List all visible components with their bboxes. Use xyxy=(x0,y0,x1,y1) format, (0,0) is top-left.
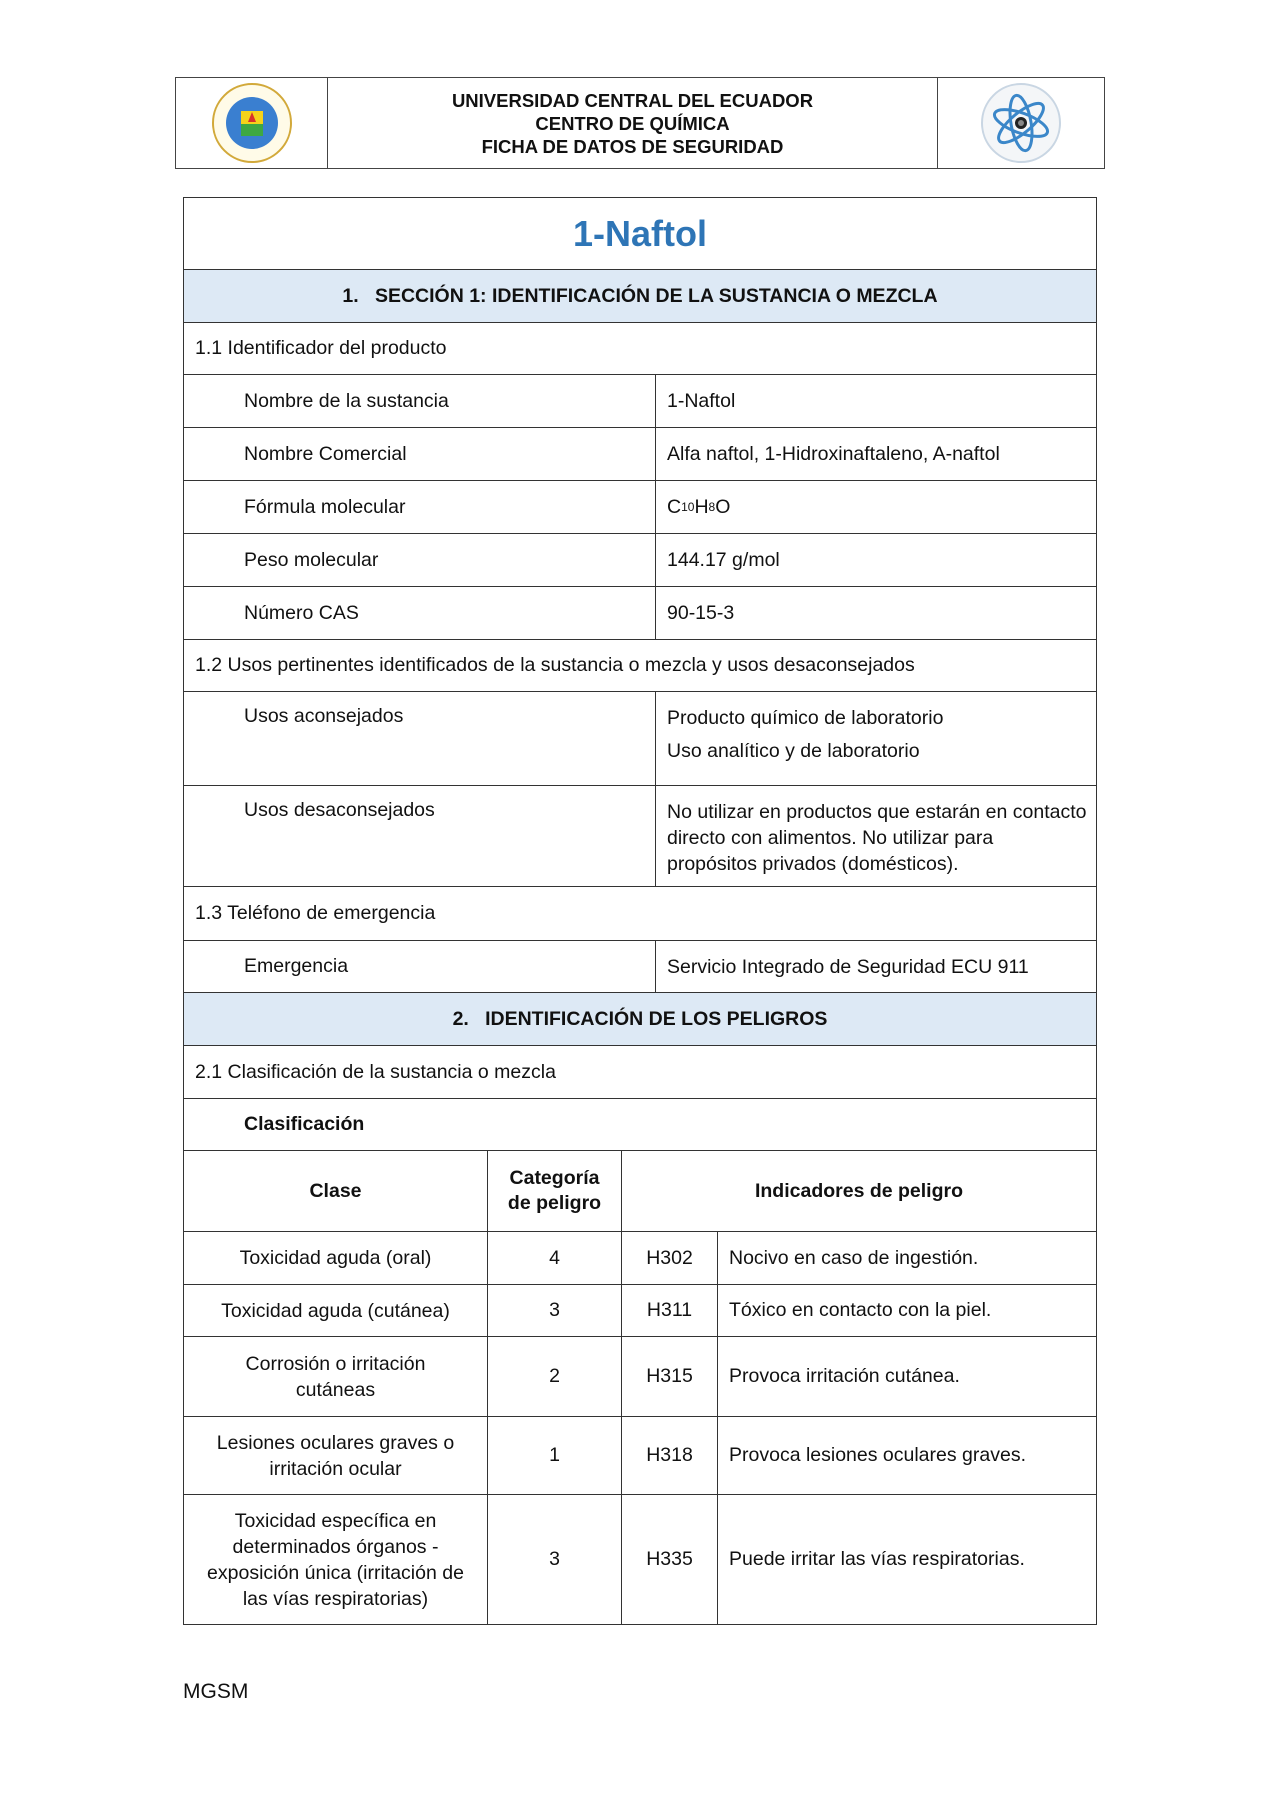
subsection-1-2: 1.2 Usos pertinentes identificados de la sustancia o mezcla y usos desaconsejados xyxy=(184,640,1096,692)
atom-logo-icon xyxy=(981,83,1061,163)
hazard-class: Toxicidad específica en determinados órganos - exposición única (irritación de las vías respiratorias) xyxy=(184,1495,488,1624)
hazard-category: 3 xyxy=(488,1495,622,1624)
identifier-label: Peso molecular xyxy=(184,534,656,586)
identifier-label: Fórmula molecular xyxy=(184,481,656,533)
header-doc-type: FICHA DE DATOS DE SEGURIDAD xyxy=(481,135,784,157)
hazard-class: Lesiones oculares graves o irritación ocular xyxy=(184,1417,488,1494)
column-header-category: Categoría de peligro xyxy=(488,1151,622,1231)
subsection-1-1: 1.1 Identificador del producto xyxy=(184,323,1096,375)
hazard-row xyxy=(184,1232,1096,1285)
hazard-statement: Provoca lesiones oculares graves. xyxy=(729,1444,1026,1466)
identifier-label: Nombre Comercial xyxy=(184,428,656,480)
hazard-code: H335 xyxy=(622,1495,718,1624)
identifier-value: 144.17 g/mol xyxy=(667,548,780,571)
molecular-formula xyxy=(656,481,1096,533)
emergency-row xyxy=(184,941,1096,993)
formula-carbon: C xyxy=(667,495,682,518)
column-header-class: Clase xyxy=(184,1151,488,1231)
identifier-row xyxy=(184,587,1096,640)
formula-oxygen: O xyxy=(715,495,731,518)
safety-data-sheet xyxy=(183,197,1097,1625)
hazard-class: Toxicidad aguda (oral) xyxy=(184,1232,488,1284)
emergency-value: Servicio Integrado de Seguridad ECU 911 xyxy=(667,955,1029,978)
identifier-label: Nombre de la sustancia xyxy=(184,375,656,427)
emergency-label: Emergencia xyxy=(184,941,656,992)
advised-uses-row xyxy=(184,692,1096,786)
hazard-row xyxy=(184,1417,1096,1495)
document-header xyxy=(175,77,1105,169)
hazard-code: H311 xyxy=(622,1285,718,1336)
title-row xyxy=(184,198,1096,270)
hazard-code: H318 xyxy=(622,1417,718,1494)
formula-hydrogen-count: 8 xyxy=(708,500,716,514)
substance-title: 1-Naftol xyxy=(573,212,707,254)
advised-use: Producto químico de laboratorio xyxy=(667,707,944,729)
hazard-statement: Puede irritar las vías respiratorias. xyxy=(729,1548,1025,1570)
identifier-row xyxy=(184,534,1096,587)
hazard-code: H302 xyxy=(622,1232,718,1284)
advised-use: Uso analítico y de laboratorio xyxy=(667,740,920,762)
identifier-value: Alfa naftol, 1-Hidroxinaftaleno, A-naftol xyxy=(667,442,1000,465)
section-2-heading: 2. IDENTIFICACIÓN DE LOS PELIGROS xyxy=(184,993,1096,1046)
hazard-category: 1 xyxy=(488,1417,622,1494)
identifier-row xyxy=(184,375,1096,428)
hazard-category: 3 xyxy=(488,1285,622,1336)
discouraged-uses-label: Usos desaconsejados xyxy=(184,786,656,886)
header-university: UNIVERSIDAD CENTRAL DEL ECUADOR xyxy=(451,89,814,111)
classification-label: Clasificación xyxy=(184,1099,1096,1151)
formula-hydrogen: H xyxy=(694,495,709,518)
formula-carbon-count: 10 xyxy=(681,500,695,514)
hazard-table-header xyxy=(184,1151,1096,1232)
hazard-class: Corrosión o irritación cutáneas xyxy=(184,1337,488,1416)
column-header-indicators: Indicadores de peligro xyxy=(754,1179,964,1202)
header-center: CENTRO DE QUÍMICA xyxy=(535,112,730,134)
hazard-class: Toxicidad aguda (cutánea) xyxy=(184,1285,488,1336)
subsection-1-3: 1.3 Teléfono de emergencia xyxy=(184,887,1096,941)
footer-initials: MGSM xyxy=(183,1680,249,1703)
hazard-row xyxy=(184,1495,1096,1624)
identifier-row xyxy=(184,481,1096,534)
discouraged-uses-value xyxy=(656,786,1096,886)
left-logo-cell xyxy=(176,78,328,168)
discouraged-uses-text: No utilizar en productos que estarán en contacto directo con alimentos. No utilizar para propósitos privados (domésticos). xyxy=(667,801,1087,875)
identifier-value: 1-Naftol xyxy=(667,389,736,412)
header-title-block xyxy=(328,78,938,168)
identifier-value: 90-15-3 xyxy=(667,601,735,624)
hazard-category: 4 xyxy=(488,1232,622,1284)
subsection-2-1: 2.1 Clasificación de la sustancia o mezcla xyxy=(184,1046,1096,1099)
hazard-statement: Provoca irritación cutánea. xyxy=(729,1365,960,1387)
identifier-label: Número CAS xyxy=(184,587,656,639)
advised-uses-label: Usos aconsejados xyxy=(184,692,656,785)
hazard-code: H315 xyxy=(622,1337,718,1416)
hazard-row xyxy=(184,1337,1096,1417)
identifier-row xyxy=(184,428,1096,481)
right-logo-cell xyxy=(938,78,1104,168)
hazard-statement: Tóxico en contacto con la piel. xyxy=(729,1299,992,1321)
hazard-row xyxy=(184,1285,1096,1337)
hazard-statement: Nocivo en caso de ingestión. xyxy=(729,1246,979,1269)
section-1-heading: 1. SECCIÓN 1: IDENTIFICACIÓN DE LA SUSTANCIA O MEZCLA xyxy=(184,270,1096,323)
hazard-category: 2 xyxy=(488,1337,622,1416)
discouraged-uses-row xyxy=(184,786,1096,887)
advised-uses-values xyxy=(656,692,1096,785)
university-seal-icon xyxy=(212,83,292,163)
